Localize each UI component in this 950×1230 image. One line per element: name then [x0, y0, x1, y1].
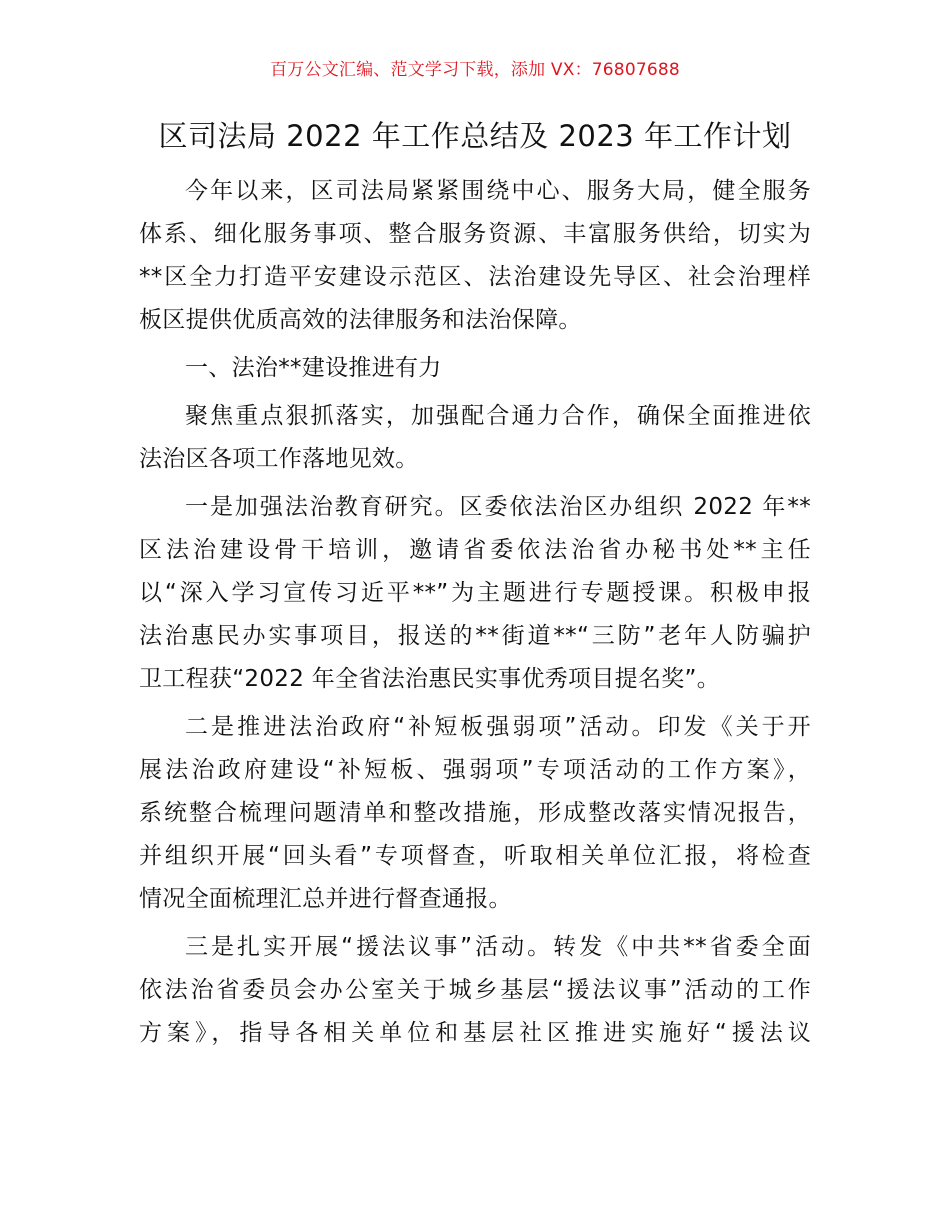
document-body: [139, 170, 811, 1055]
document-title: 区司法局 2022 年工作总结及 2023 年工作计划: [158, 119, 792, 153]
text-line: 一是加强法治教育研究。区委依法治区办组织 2022 年**: [185, 494, 811, 520]
text-line: 法治区各项工作落地见效。: [139, 446, 419, 472]
text-line: 并组织开展“回头看”专项督查，听取相关单位汇报，将检查: [139, 843, 811, 869]
text-line: 依法治省委员会办公室关于城乡基层“援法议事”活动的工作: [139, 977, 811, 1003]
text-line: 区法治建设骨干培训，邀请省委依法治省办秘书处**主任: [139, 537, 811, 563]
text-line: 方案》，指导各相关单位和基层社区推进实施好“援法议: [139, 1020, 811, 1046]
text-line: 今年以来，区司法局紧紧围绕中心、服务大局，健全服务: [185, 178, 811, 204]
text-line: 板区提供优质高效的法律服务和法治保障。: [139, 307, 582, 333]
section-heading: [139, 347, 811, 390]
text-line: 法治惠民办实事项目，报送的**街道**“三防”老年人防骗护: [139, 623, 811, 649]
text-line: 聚焦重点狠抓落实，加强配合通力合作，确保全面推进依: [185, 403, 811, 429]
text-line: 体系、细化服务事项、整合服务资源、丰富服务供给，切实为: [139, 221, 811, 247]
paragraph-intro: [139, 170, 811, 342]
paragraph-item-1: [139, 486, 811, 701]
text-line: **区全力打造平安建设示范区、法治建设先导区、社会治理样: [139, 264, 811, 290]
text-line: 以“深入学习宣传习近平**”为主题进行专题授课。积极申报: [139, 580, 811, 606]
text-line: 二是推进法治政府“补短板强弱项”活动。印发《关于开: [185, 714, 811, 740]
text-line: 系统整合梳理问题清单和整改措施，形成整改落实情况报告，: [139, 800, 811, 826]
paragraph-item-2: [139, 706, 811, 921]
promo-header: 百万公文汇编、范文学习下载，添加 VX：76807688: [270, 60, 680, 80]
text-line: 情况全面梳理汇总并进行督查通报。: [139, 886, 512, 912]
paragraph-focus: [139, 395, 811, 481]
text-line: 一、法治**建设推进有力: [185, 355, 442, 381]
paragraph-item-3: [139, 926, 811, 1055]
text-line: 展法治政府建设“补短板、强弱项”专项活动的工作方案》，: [139, 757, 811, 783]
text-line: 卫工程获“2022 年全省法治惠民实事优秀项目提名奖”。: [139, 666, 721, 692]
text-line: 三是扎实开展“援法议事”活动。转发《中共**省委全面: [185, 934, 811, 960]
